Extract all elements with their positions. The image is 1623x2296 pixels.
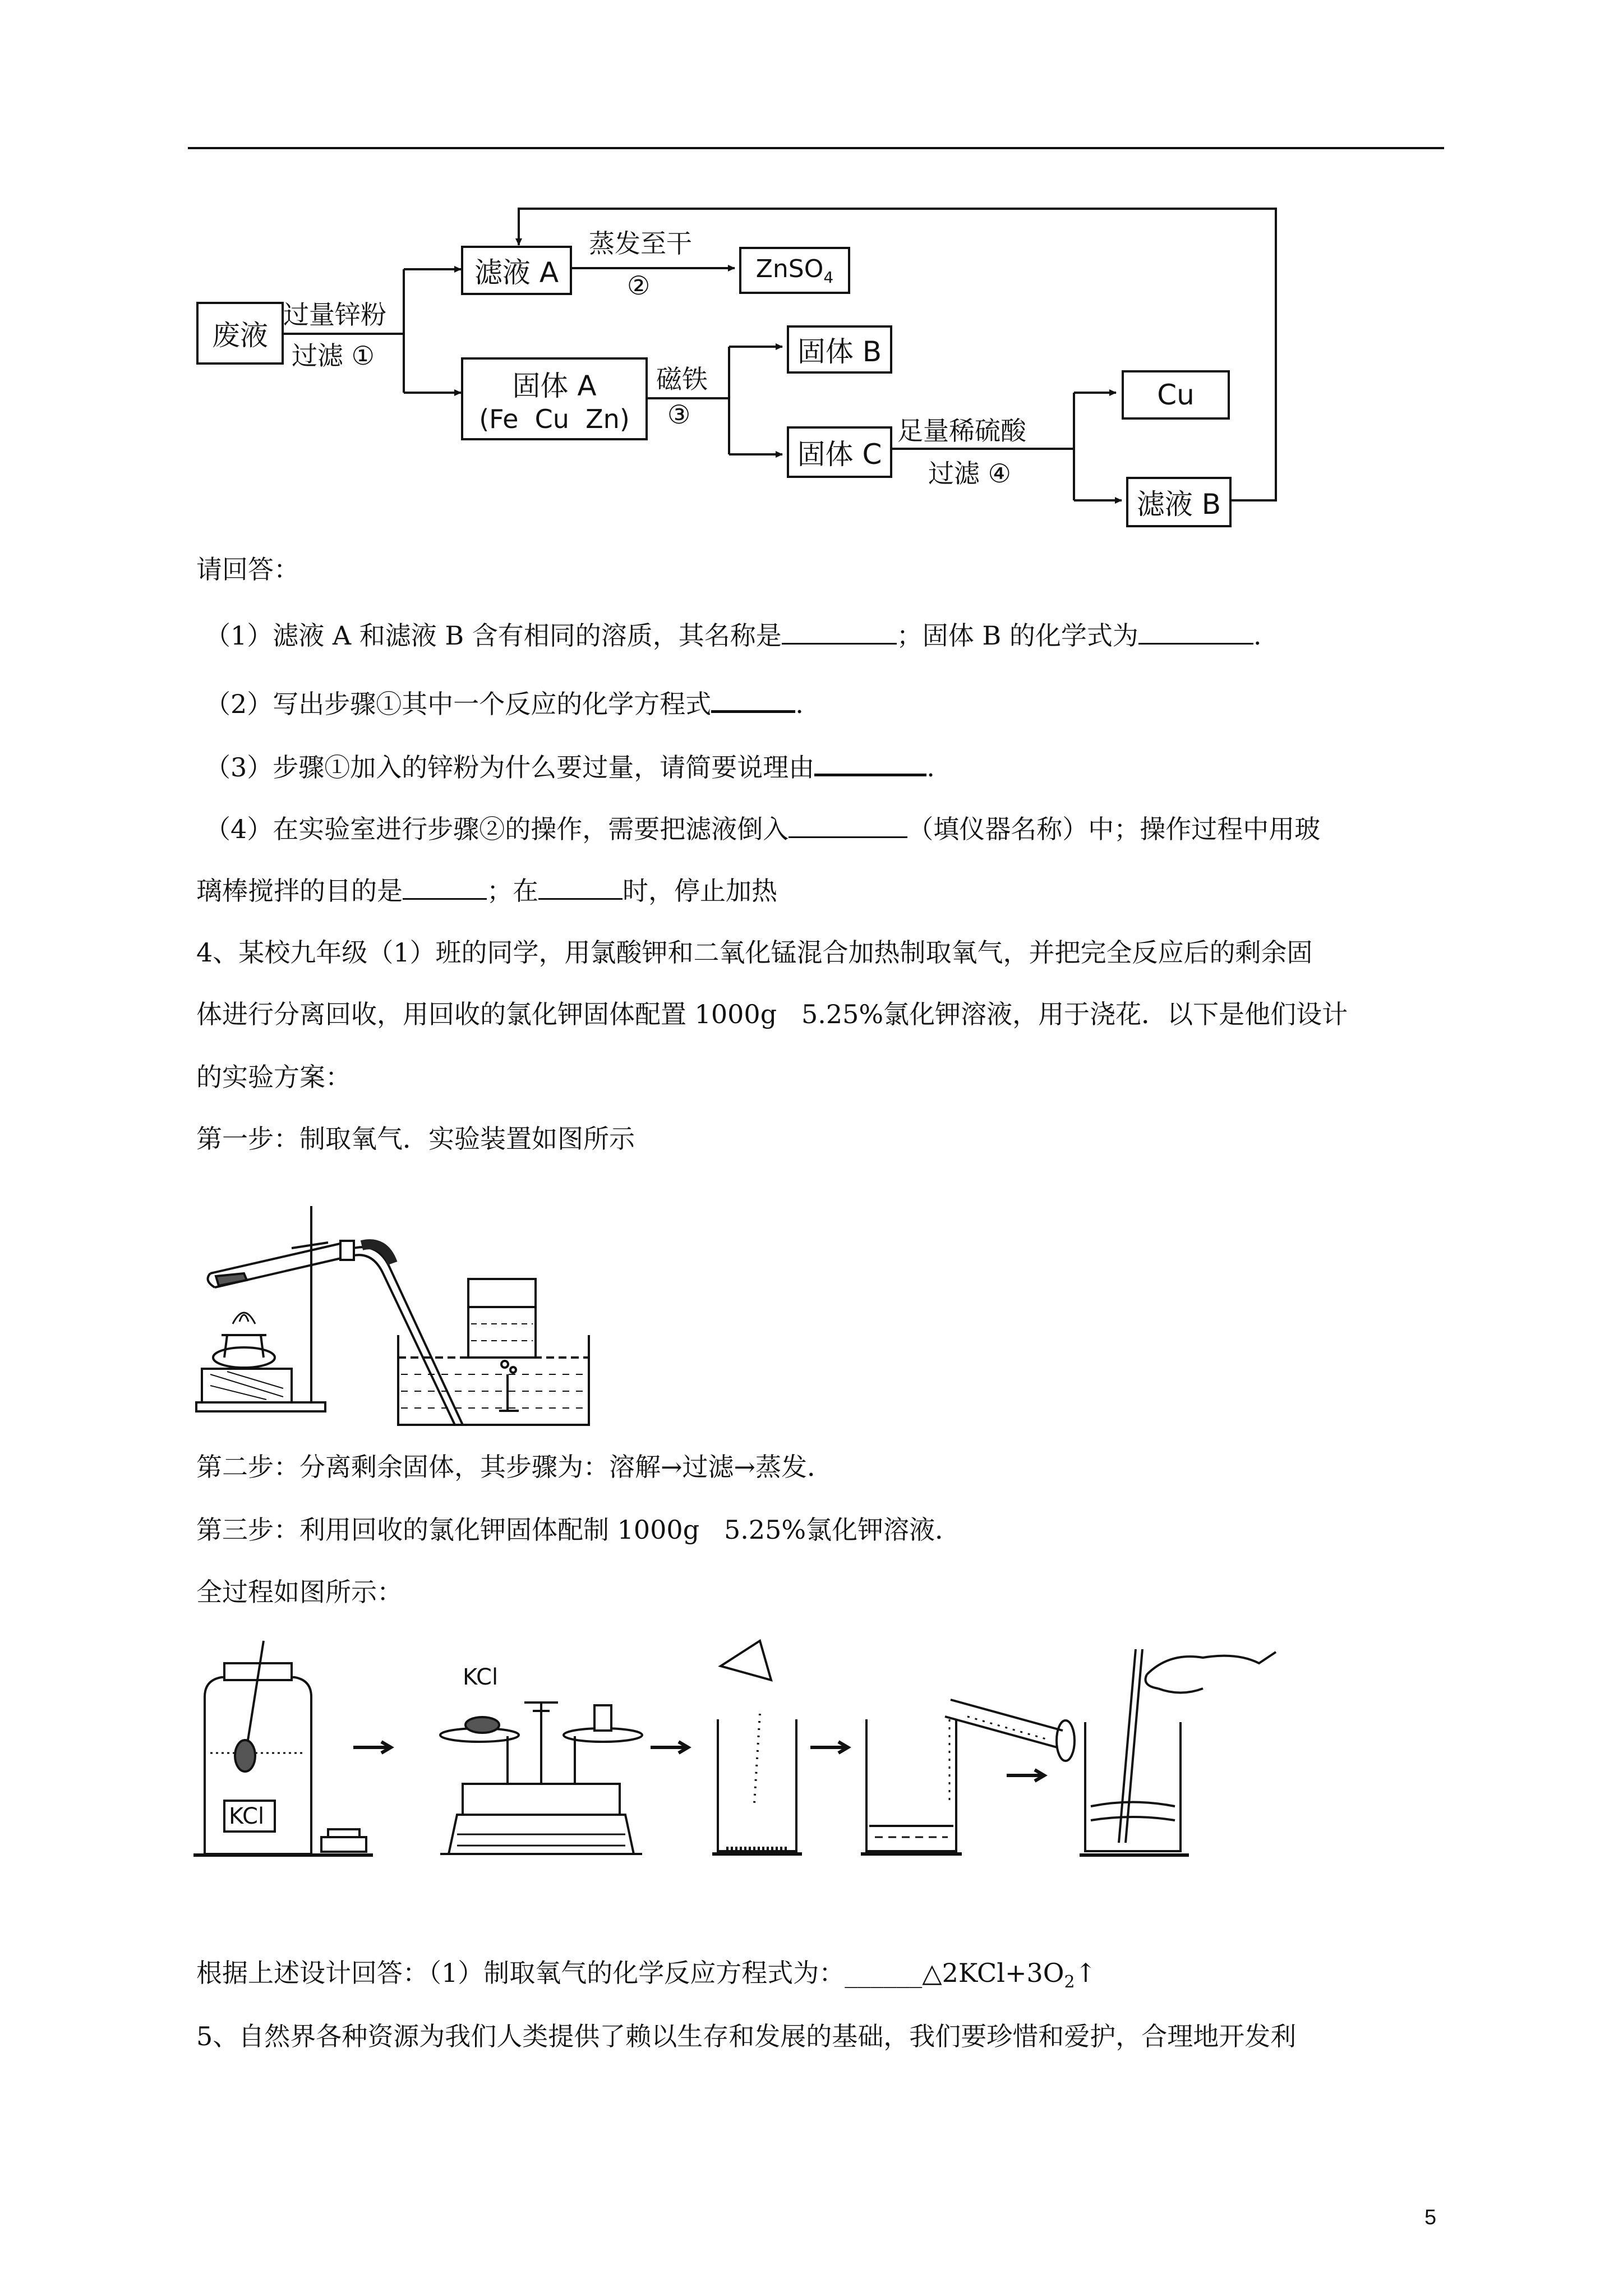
step4-top-label: 足量稀硫酸 xyxy=(897,416,1026,446)
q3-part3: （3）步骤①加入的锌粉为什么要过量，请简要说理由 . xyxy=(205,748,935,784)
znso4-box xyxy=(739,247,850,294)
q4-step2: 第二步：分离剩余固体，其步骤为：溶解→过滤→蒸发． xyxy=(196,1452,833,1482)
q4-step1: 第一步：制取氧气．实验装置如图所示 xyxy=(196,1124,635,1154)
kcl-solution-process-figure xyxy=(193,1635,1467,1871)
filtrate-a-box xyxy=(461,246,572,295)
filtrate-a-label: 滤液 A xyxy=(474,256,559,289)
solid-c-box xyxy=(787,426,892,478)
q4-line2: 体进行分离回收，用回收的氯化钾固体配置 1000g 5.25%氯化钾溶液，用于浇花．以下是他们设计 xyxy=(196,999,1348,1029)
page-number: 5 xyxy=(1424,2206,1437,2229)
filtrate-b-box xyxy=(1126,477,1232,527)
q5-line1: 5、自然界各种资源为我们人类提供了赖以生存和发展的基础，我们要珍惜和爱护，合理地开发利 xyxy=(196,2021,1297,2051)
q4-step3: 第三步：利用回收的氯化钾固体配制 1000g 5.25%氯化钾溶液． xyxy=(196,1515,961,1545)
step1-top-label: 过量锌粉 xyxy=(283,300,386,330)
answer-blank[interactable] xyxy=(789,811,907,838)
answer-blank[interactable] xyxy=(711,684,795,713)
solid-a-box xyxy=(461,357,648,440)
solid-c-label: 固体 C xyxy=(797,438,882,471)
step1-bottom-label: 过滤 ① xyxy=(292,341,375,371)
solid-b-label: 固体 B xyxy=(797,335,882,368)
q3-prompt: 请回答： xyxy=(196,554,299,585)
step3-top-label: 磁铁 xyxy=(656,364,708,394)
answer-blank[interactable] xyxy=(403,872,487,900)
answer-blank[interactable] xyxy=(1138,617,1253,645)
q4-whole-process: 全过程如图所示： xyxy=(196,1577,403,1607)
answer-blank[interactable] xyxy=(538,872,623,900)
solid-a-metals: (Fe Cu Zn) xyxy=(479,404,630,434)
q4-answer-equation: 根据上述设计回答：（1）制取氧气的化学反应方程式为：$\_\_\_\_\_\_\triangle 2KCl+3O_2↑$ xyxy=(196,1958,1097,1993)
q4-line3: 的实验方案： xyxy=(196,1062,351,1092)
answer-blank[interactable] xyxy=(782,617,897,645)
step2-top-label: 蒸发至干 xyxy=(589,228,692,259)
solid-a-label: 固体 A xyxy=(512,370,597,402)
kcl-balance-label: KCl xyxy=(463,1664,499,1690)
filtrate-b-label: 滤液 B xyxy=(1136,488,1221,521)
cu-box xyxy=(1122,370,1230,420)
waste-liquid-box xyxy=(196,302,284,365)
step4-bottom-label: 过滤 ④ xyxy=(928,458,1011,489)
znso4-label: ZnSO$_4$ xyxy=(755,254,834,287)
q3-part1: （1）滤液 A 和滤液 B 含有相同的溶质，其名称是 ；固体 B 的化学式为 . xyxy=(205,617,1261,652)
step3-bottom-label: ③ xyxy=(667,399,691,430)
q3-part2: （2）写出步骤①其中一个反应的化学方程式 . xyxy=(205,684,804,721)
q4-line1: 4、某校九年级（1）班的同学，用氯酸钾和二氧化锰混合加热制取氧气，并把完全反应后的剩余固 xyxy=(196,937,1313,968)
oxygen-apparatus-figure xyxy=(193,1189,620,1430)
waste-liquid-label: 废液 xyxy=(212,319,268,352)
answer-blank[interactable] xyxy=(814,748,926,776)
step2-bottom-label: ② xyxy=(627,270,651,301)
solid-b-box xyxy=(787,325,892,374)
q3-part4-line1: （4）在实验室进行步骤②的操作，需要把滤液倒入 （填仪器名称）中；操作过程中用玻 xyxy=(205,811,1320,846)
cu-label: Cu xyxy=(1157,379,1195,411)
q3-part4-line2: 璃棒搅拌的目的是 ；在 时，停止加热 xyxy=(196,872,777,908)
kcl-jar-label: KCl xyxy=(229,1803,265,1829)
